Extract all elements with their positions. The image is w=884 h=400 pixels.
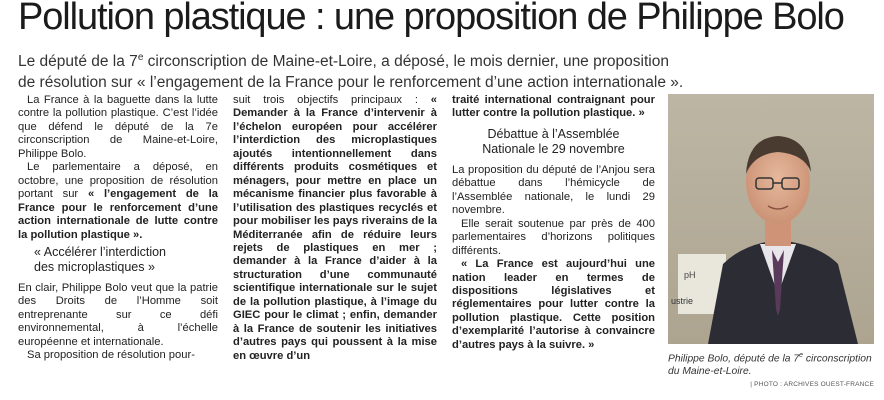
col1-p2-bold: « l’engagement de la France pour le renforcement d’une action internationale de lutte contre la pollution plastique ». [18,188,218,241]
col3-paragraph-1 [452,94,655,121]
photo-sign-1: pH [684,270,696,280]
photo-sign-2: ustrie [671,296,694,306]
intertitle-2 [452,127,655,157]
col2-p1-text: suit trois objectifs principaux : [233,94,431,106]
col3-paragraph-2: La proposition du député de l’Anjou sera débattue dans l’hémicycle de l’Assemblée nationale, le lundi 29 novembre. [452,163,655,217]
intertitle-2-line2: Nationale le 29 novembre [482,141,625,156]
photo-credit: | PHOTO : ARCHIVES OUEST-FRANCE [750,381,874,388]
caption-text-1: Philippe Bolo, député de la 7 [668,353,800,365]
intertitle-2-line1: Débattue à l’Assemblée [487,126,620,141]
col2-paragraph-1 [233,94,437,363]
intertitle-1-line1: « Accélérer l’interdiction [34,244,167,259]
headline: Pollution plastique : une proposition de Philippe Bolo [18,0,844,38]
photo-philippe-bolo [668,94,874,344]
column-2 [233,94,437,363]
lead-text-2: circonscription de Maine-et-Loire, a déposé, le mois dernier, une proposition [143,53,669,71]
col3-paragraph-4 [452,258,655,352]
lead-text-1: Le député de la 7 [18,53,138,71]
col2-p1-bold: « Demander à la France d’intervenir à l’échelon européen pour accélérer l’interdiction des microplastiques ajoutés intentionnellement dans différents produits cosmétiques et ménagers, pour mettre en place un mécanisme financier plus favorable à l’utilisation des plastiques recyclés et pour mobiliser les pays riverains de la Méditerranée afin de réduire leurs rejets de plastiques en mer ; demander à la France d’aider à la structuration d’une communauté scientifique internationale sur le sujet de la pollution plastique, à l’image du GIEC pour le climat ; enfin, demander à la France de soutenir les initiatives d’autres pays qui poussent à la mise en œuvre d’un [233,94,437,362]
col1-paragraph-2 [18,161,218,242]
intertitle-1-line2: des microplastiques » [34,259,155,274]
col3-paragraph-3: Elle serait soutenue par près de 400 parlementaires d’horizons politiques différents. [452,217,655,257]
lead-sup: e [137,52,144,63]
col1-paragraph-1: La France à la baguette dans la lutte contre la pollution plastique. C’est l’idée que défend le député de la 7e circonscription de Maine-et-Loire, Philippe Bolo. [18,94,218,160]
column-1 [18,94,218,363]
intertitle-1 [18,245,218,275]
caption-sup: e [799,352,804,359]
col1-paragraph-4: Sa proposition de résolution pour- [27,349,195,362]
lead-paragraph [18,47,878,93]
lead-text-3: de résolution sur « l’engagement de la France pour le renforcement d’une action internationale ». [18,74,684,92]
col3-p4-bold: « La France est aujourd’hui une nation leader en termes de dispositions législatives et réglementaires pour lutter contre la pollution plastique. Cette position d’exemplarité l’autorise à convaincre d’autres pays à la suivre. » [452,258,655,351]
col1-p2-text: Le parlementaire a déposé, en octobre, une proposition de résolution portant sur [18,161,218,201]
photo-caption [668,349,876,378]
col3-p1-bold: traité international contraignant pour lutter contre la pollution plastique. » [452,94,655,120]
col1-paragraph-3: En clair, Philippe Bolo veut que la patrie des Droits de l’Homme soit entreprenante sur ce défi environnemental, à l’échelle européenne et internationale. [18,281,218,348]
portrait-illustration [668,94,874,344]
column-3 [452,94,655,352]
caption-text-2: circonscription du Maine-et-Loire. [668,353,872,378]
